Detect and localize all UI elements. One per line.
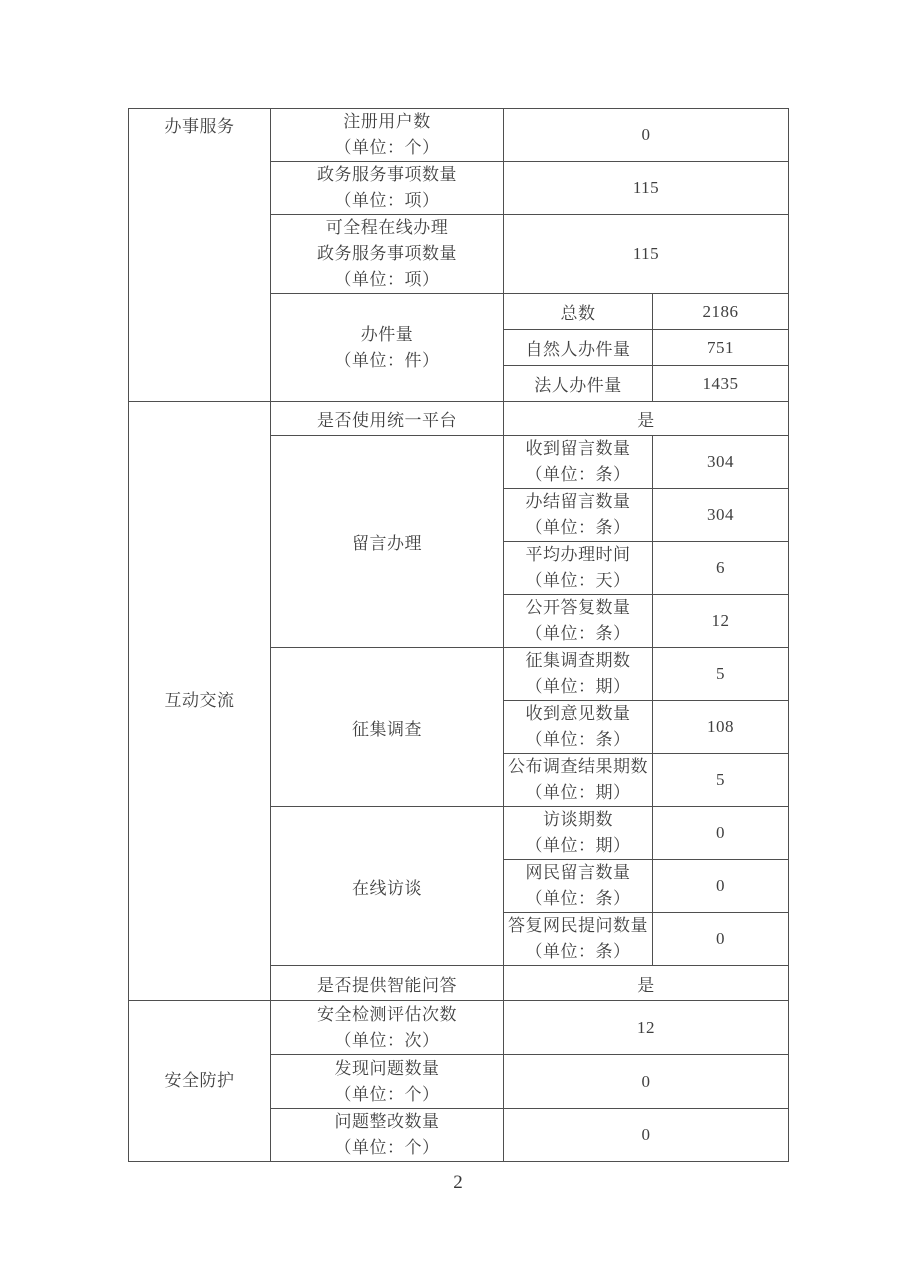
subitem-cell-survey-periods bbox=[504, 648, 653, 701]
item-unit-label: （单位：个） bbox=[334, 1084, 440, 1105]
item-unit-label: （单位：个） bbox=[334, 138, 440, 158]
value-cell-opinions-received: 108 bbox=[653, 701, 789, 754]
item-cell-smart-qa: 是否提供智能问答 bbox=[271, 966, 504, 1001]
annual-report-table bbox=[128, 108, 789, 1162]
value-cell-survey-periods: 5 bbox=[653, 648, 789, 701]
subitem-cell-messages-resolved bbox=[504, 489, 653, 542]
group-cell-message-handling: 留言办理 bbox=[271, 436, 504, 648]
item-cell-problems-rectified bbox=[271, 1109, 504, 1162]
value-cell-service-items: 115 bbox=[504, 162, 789, 215]
value-cell-unified-platform: 是 bbox=[504, 402, 789, 436]
category-label: 互动交流 bbox=[164, 691, 235, 711]
subitem-unit-label: （单位：条） bbox=[525, 465, 631, 485]
value-cell-problems-rectified: 0 bbox=[504, 1109, 789, 1162]
item-cell-problems-found bbox=[271, 1055, 504, 1109]
value-cell-average-handling-time: 6 bbox=[653, 542, 789, 595]
value-cell-interview-periods: 0 bbox=[653, 807, 789, 860]
subitem-cell-public-replies bbox=[504, 595, 653, 648]
category-label: 办事服务 bbox=[164, 117, 235, 137]
subitem-cell-netizen-messages bbox=[504, 860, 653, 913]
item-unit-label: （单位：项） bbox=[334, 270, 440, 290]
category-cell-interaction bbox=[129, 402, 271, 1001]
subitem-unit-label: （单位：条） bbox=[525, 518, 631, 538]
item-cell-security-assessments bbox=[271, 1001, 504, 1055]
category-cell-services bbox=[129, 109, 271, 402]
item-unit-label: （单位：项） bbox=[334, 191, 440, 211]
item-cell-service-items bbox=[271, 162, 504, 215]
item-cell-registered-users bbox=[271, 109, 504, 162]
page-number: 2 bbox=[453, 1172, 463, 1193]
item-unit-label: （单位：次） bbox=[334, 1030, 440, 1051]
group-cell-cases-handled bbox=[271, 294, 504, 402]
value-cell-messages-resolved: 304 bbox=[653, 489, 789, 542]
group-cell-surveys: 征集调查 bbox=[271, 648, 504, 807]
group-unit-label: （单位：件） bbox=[334, 350, 440, 371]
subitem-label: 办结留言数量 bbox=[525, 492, 631, 512]
value-cell-smart-qa: 是 bbox=[504, 966, 789, 1001]
subitem-label: 公开答复数量 bbox=[525, 598, 631, 618]
subitem-cell-interview-periods bbox=[504, 807, 653, 860]
item-label-line1: 可全程在线办理 bbox=[325, 218, 449, 238]
value-cell-legal-person: 1435 bbox=[653, 366, 789, 402]
subitem-unit-label: （单位：条） bbox=[525, 942, 631, 962]
value-cell-netizen-questions-answered: 0 bbox=[653, 913, 789, 966]
item-label: 安全检测评估次数 bbox=[317, 1004, 457, 1025]
value-cell-problems-found: 0 bbox=[504, 1055, 789, 1109]
subitem-label: 访谈期数 bbox=[543, 810, 613, 830]
group-label: 办件量 bbox=[360, 324, 414, 345]
item-label: 政务服务事项数量 bbox=[317, 165, 457, 185]
category-cell-security bbox=[129, 1001, 271, 1162]
value-cell-natural-person: 751 bbox=[653, 330, 789, 366]
subitem-label: 公布调查结果期数 bbox=[508, 757, 648, 777]
item-label: 发现问题数量 bbox=[334, 1058, 440, 1079]
value-cell-registered-users: 0 bbox=[504, 109, 789, 162]
value-cell-total: 2186 bbox=[653, 294, 789, 330]
item-label: 问题整改数量 bbox=[334, 1112, 440, 1132]
subitem-unit-label: （单位：期） bbox=[525, 677, 631, 697]
group-cell-online-interviews: 在线访谈 bbox=[271, 807, 504, 966]
item-cell-online-service-items bbox=[271, 215, 504, 294]
subitem-unit-label: （单位：天） bbox=[525, 571, 631, 591]
subitem-unit-label: （单位：条） bbox=[525, 624, 631, 644]
value-cell-messages-received: 304 bbox=[653, 436, 789, 489]
value-cell-public-replies: 12 bbox=[653, 595, 789, 648]
item-label: 注册用户数 bbox=[343, 112, 431, 132]
subitem-label: 收到意见数量 bbox=[525, 704, 631, 724]
subitem-cell-netizen-questions-answered bbox=[504, 913, 653, 966]
value-cell-netizen-messages: 0 bbox=[653, 860, 789, 913]
subitem-cell-messages-received bbox=[504, 436, 653, 489]
category-label: 安全防护 bbox=[164, 1071, 235, 1091]
subitem-cell-legal-person: 法人办件量 bbox=[504, 366, 653, 402]
subitem-label: 收到留言数量 bbox=[525, 439, 631, 459]
subitem-label: 答复网民提问数量 bbox=[508, 916, 648, 936]
subitem-cell-opinions-received bbox=[504, 701, 653, 754]
subitem-unit-label: （单位：期） bbox=[525, 836, 631, 856]
value-cell-security-assessments: 12 bbox=[504, 1001, 789, 1055]
item-label-line2: 政务服务事项数量 bbox=[317, 244, 457, 264]
subitem-label: 网民留言数量 bbox=[525, 863, 631, 883]
item-cell-unified-platform: 是否使用统一平台 bbox=[271, 402, 504, 436]
subitem-unit-label: （单位：条） bbox=[525, 730, 631, 750]
subitem-label: 征集调查期数 bbox=[525, 651, 631, 671]
value-cell-online-service-items: 115 bbox=[504, 215, 789, 294]
value-cell-survey-results-published: 5 bbox=[653, 754, 789, 807]
subitem-unit-label: （单位：条） bbox=[525, 889, 631, 909]
item-unit-label: （单位：个） bbox=[334, 1138, 440, 1158]
subitem-label: 平均办理时间 bbox=[525, 545, 631, 565]
subitem-cell-survey-results-published bbox=[504, 754, 653, 807]
subitem-unit-label: （单位：期） bbox=[525, 783, 631, 803]
subitem-cell-total: 总数 bbox=[504, 294, 653, 330]
subitem-cell-natural-person: 自然人办件量 bbox=[504, 330, 653, 366]
subitem-cell-average-handling-time bbox=[504, 542, 653, 595]
